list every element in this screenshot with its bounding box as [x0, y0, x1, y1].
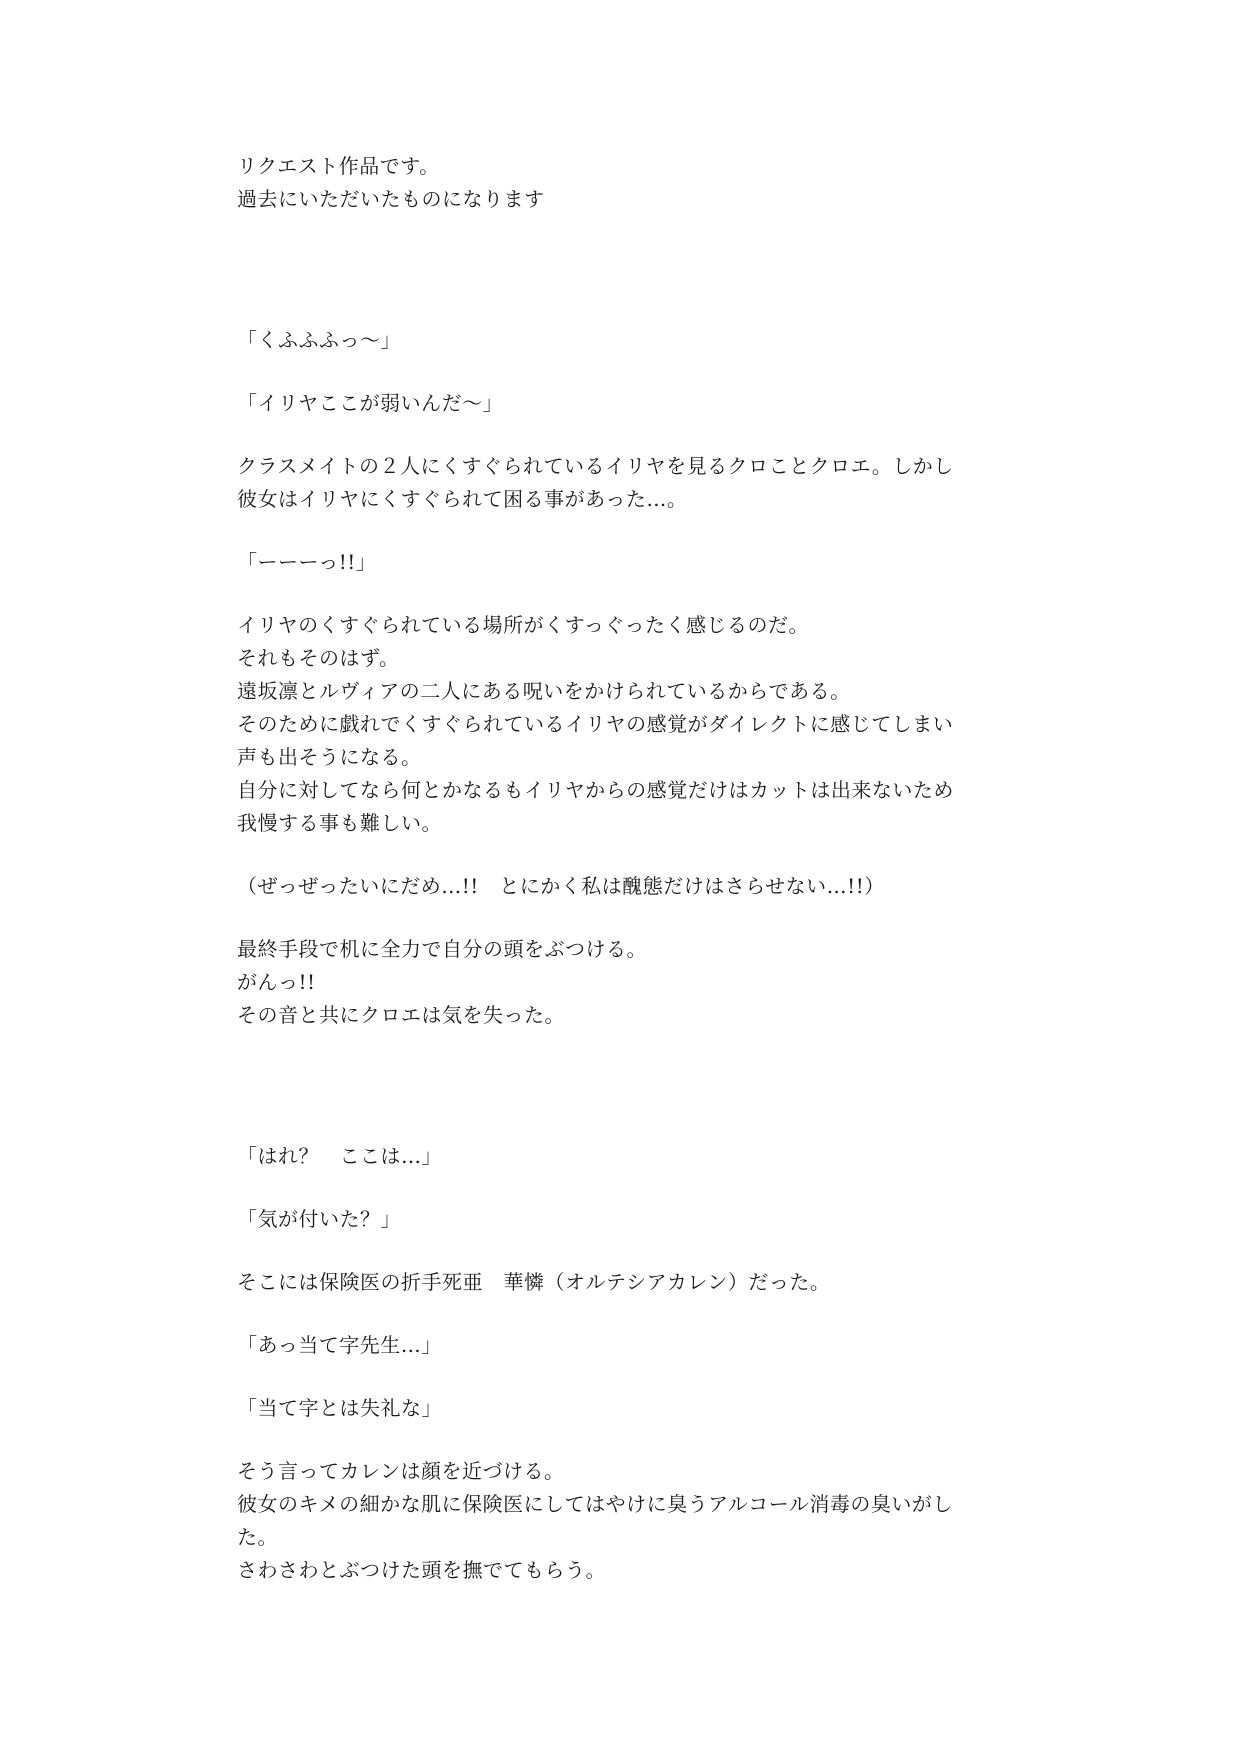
- paragraph-line: 彼女はイリヤにくすぐられて困る事があった…。: [237, 487, 688, 511]
- thought-line: （ぜっぜったいにだめ…!! とにかく私は醜態だけはさらせない…!!）: [237, 874, 885, 898]
- paragraph-line: 遠坂凛とルヴィアの二人にある呪いをかけられているからである。: [237, 679, 851, 703]
- dialogue-line: 「イリヤここが弱いんだ～」: [237, 391, 504, 415]
- paragraph-line: そこには保険医の折手死亜 華憐（オルテシアカレン）だった。: [237, 1270, 831, 1294]
- paragraph-line: 彼女のキメの細かな肌に保険医にしてはやけに臭うアルコール消毒の臭いがし: [237, 1492, 953, 1516]
- paragraph-line: 声も出そうになる。: [237, 745, 422, 769]
- dialogue-line: 「ーーーっ!!」: [237, 550, 377, 574]
- paragraph-line: そう言ってカレンは顔を近づける。: [237, 1459, 565, 1483]
- dialogue-line: 「あっ当て字先生…」: [237, 1333, 442, 1357]
- paragraph-line: がんっ!!: [237, 970, 316, 994]
- paragraph-line: た。: [237, 1525, 278, 1549]
- paragraph-line: 自分に対してなら何とかなるもイリヤからの感覚だけはカットは出来ないため: [237, 778, 954, 802]
- paragraph-line: それもそのはず。: [237, 646, 400, 670]
- paragraph-line: さわさわとぶつけた頭を撫でてもらう。: [237, 1558, 606, 1582]
- section-spacer: [237, 1032, 1017, 1140]
- paragraph-line: その音と共にクロエは気を失った。: [237, 1003, 565, 1027]
- dialogue-line: 「気が付いた？」: [237, 1207, 401, 1231]
- paragraph-line: 最終手段で机に全力で自分の頭をぶつける。: [237, 937, 647, 961]
- header-line-1: リクエスト作品です。: [237, 154, 440, 178]
- dialogue-line: 「当て字とは失礼な」: [237, 1396, 442, 1420]
- paragraph-line: クラスメイトの２人にくすぐられているイリヤを見るクロことクロエ。しかし: [237, 454, 954, 478]
- section-spacer: [237, 216, 1017, 324]
- header-line-2: 過去にいただいたものになります: [237, 187, 545, 211]
- paragraph-line: 我慢する事も難しい。: [237, 811, 442, 835]
- dialogue-line: 「くふふふっ～」: [237, 328, 401, 352]
- paragraph-line: そのために戯れでくすぐられているイリヤの感覚がダイレクトに感じてしまい: [237, 712, 954, 736]
- paragraph-line: イリヤのくすぐられている場所がくすっぐったく感じるのだ。: [237, 613, 809, 637]
- document-body: [237, 150, 1017, 1587]
- dialogue-line: 「はれ？ ここは…」: [237, 1144, 442, 1168]
